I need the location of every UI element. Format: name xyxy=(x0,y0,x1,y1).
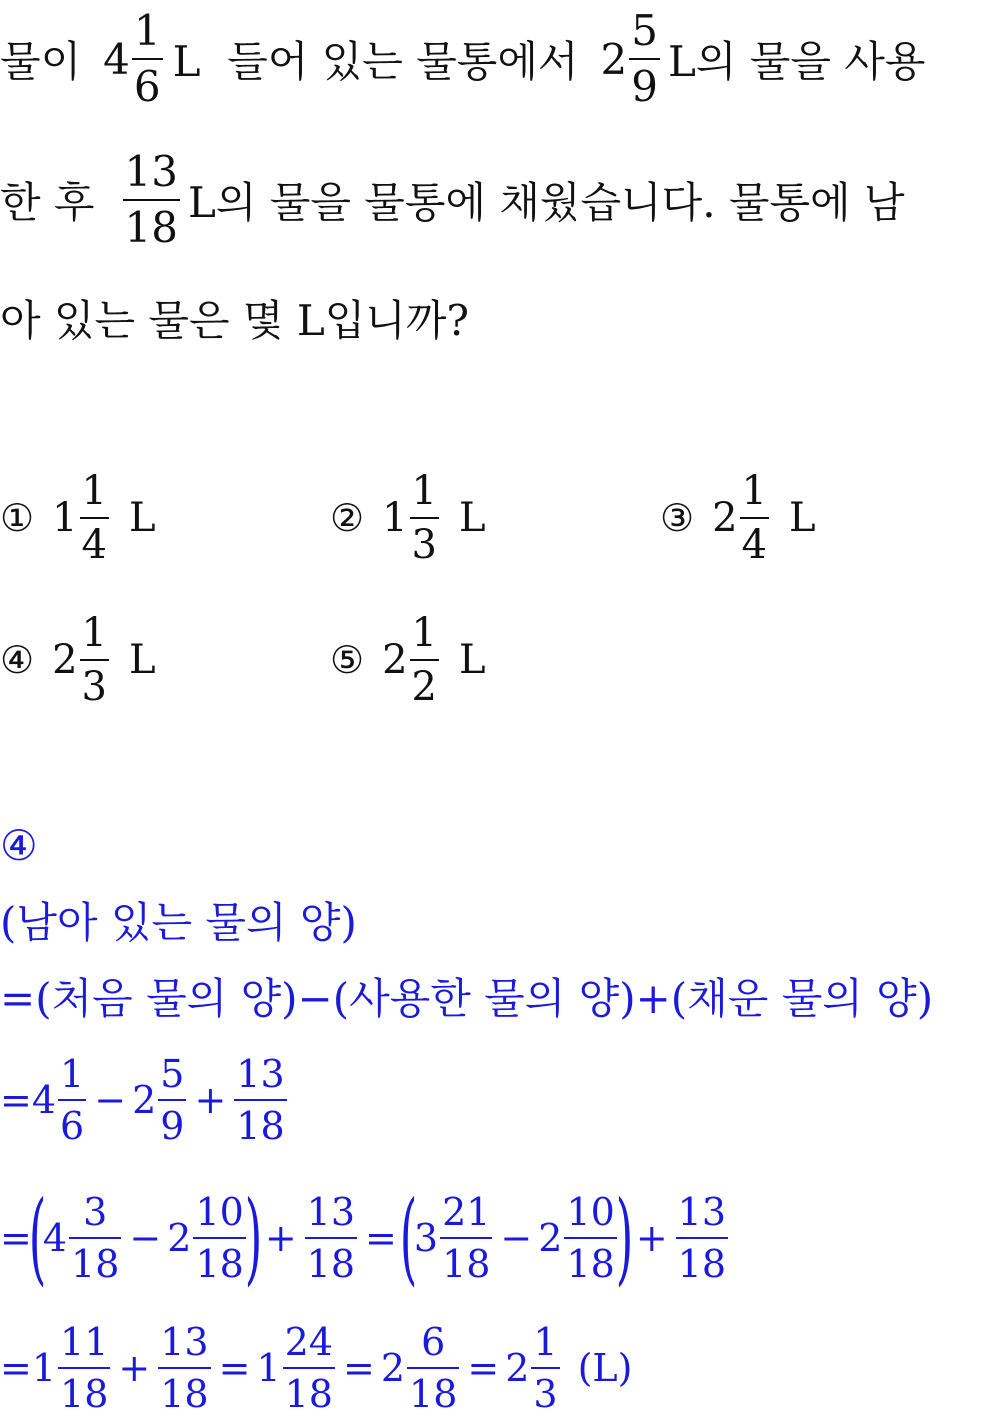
fraction: $\frac{13}{18}$ xyxy=(124,147,178,252)
question-text: L의 물을 물통에 채웠습니다. 물통에 남 xyxy=(187,178,905,227)
question-text: L의 물을 사용 xyxy=(667,37,926,86)
choice-marker: ① xyxy=(0,495,35,540)
fraction: $\frac{6}{18}$ xyxy=(409,1320,458,1416)
fraction: $\frac{24}{18}$ xyxy=(284,1320,333,1416)
question-line-3 xyxy=(0,288,469,348)
fraction: $\frac{1}{2}$ xyxy=(411,609,437,710)
choice-1[interactable]: ① 1 $\frac{1}{4}$ L xyxy=(0,467,156,568)
fraction: $\frac{10}{18}$ xyxy=(566,1190,615,1286)
choice-marker: ② xyxy=(330,495,365,540)
mixed-number: 2 $\frac{5}{9}$ xyxy=(600,6,658,111)
fraction: $\frac{13}{18}$ xyxy=(677,1190,727,1286)
fraction: $\frac{13}{18}$ xyxy=(306,1190,356,1286)
fraction: $\frac{1}{6}$ xyxy=(133,6,161,111)
fraction: $\frac{13}{18}$ xyxy=(236,1052,285,1148)
choice-2[interactable]: ② 1 $\frac{1}{3}$ L xyxy=(330,467,486,568)
fraction: $\frac{11}{18}$ xyxy=(60,1320,109,1416)
choice-marker: ⑤ xyxy=(330,637,365,682)
fraction: $\frac{1}{6}$ xyxy=(60,1052,85,1148)
solution-line-3: = 4 $\frac{1}{6}$ − 2 $\frac{5}{9}$ + $\frac{13}{18}$ xyxy=(0,1052,285,1148)
fraction: $\frac{1}{3}$ xyxy=(533,1320,558,1416)
question-text: 한 후 xyxy=(0,178,95,227)
choice-5[interactable]: ⑤ 2 $\frac{1}{2}$ L xyxy=(330,609,486,710)
question-text: L 들어 있는 물통에서 xyxy=(172,37,579,86)
fraction: $\frac{3}{18}$ xyxy=(71,1190,120,1286)
choice-4[interactable]: ④ 2 $\frac{1}{3}$ L xyxy=(0,609,156,710)
fraction: $\frac{21}{18}$ xyxy=(442,1190,491,1286)
choice-marker: ④ xyxy=(0,637,35,682)
fraction: $\frac{5}{9}$ xyxy=(631,6,658,111)
fraction: $\frac{1}{3}$ xyxy=(411,467,437,568)
fraction: $\frac{13}{18}$ xyxy=(160,1320,209,1416)
question-text: 아 있는 물은 몇 L입니까? xyxy=(0,296,469,345)
question-text: 물이 xyxy=(0,37,82,86)
question-line-1 xyxy=(0,6,926,111)
solution-answer: ④ xyxy=(0,820,38,870)
fraction: $\frac{1}{4}$ xyxy=(741,467,767,568)
mixed-number: 4 $\frac{1}{6}$ xyxy=(103,6,161,111)
fraction: $\frac{1}{4}$ xyxy=(81,467,107,568)
solution-line-5: = 1 $\frac{11}{18}$ + $\frac{13}{18}$ = 1 $\frac{24}{18}$ = 2 $\frac{6}{18}$ = 2 $\frac{1}{3}$ (L) xyxy=(0,1320,633,1416)
unit-label: (L) xyxy=(577,1346,633,1390)
choice-marker: ③ xyxy=(660,495,695,540)
choice-3[interactable]: ③ 2 $\frac{1}{4}$ L xyxy=(660,467,816,568)
fraction: $\frac{1}{3}$ xyxy=(81,609,107,710)
fraction: $\frac{10}{18}$ xyxy=(195,1190,244,1286)
solution-line-1: (남아 있는 물의 양) xyxy=(0,897,357,947)
fraction: $\frac{5}{9}$ xyxy=(160,1052,185,1148)
solution-line-2: =(처음 물의 양)−(사용한 물의 양)+(채운 물의 양) xyxy=(0,973,934,1023)
question-line-2 xyxy=(0,147,905,252)
solution-line-4: = ( 4 $\frac{3}{18}$ − 2 $\frac{10}{18}$ ) + $\frac{13}{18}$ = ( 3 $\frac{21}{18}$ − 2 $\frac{10}{18}$ ) + $\frac{13}{18}$ xyxy=(0,1179,727,1296)
